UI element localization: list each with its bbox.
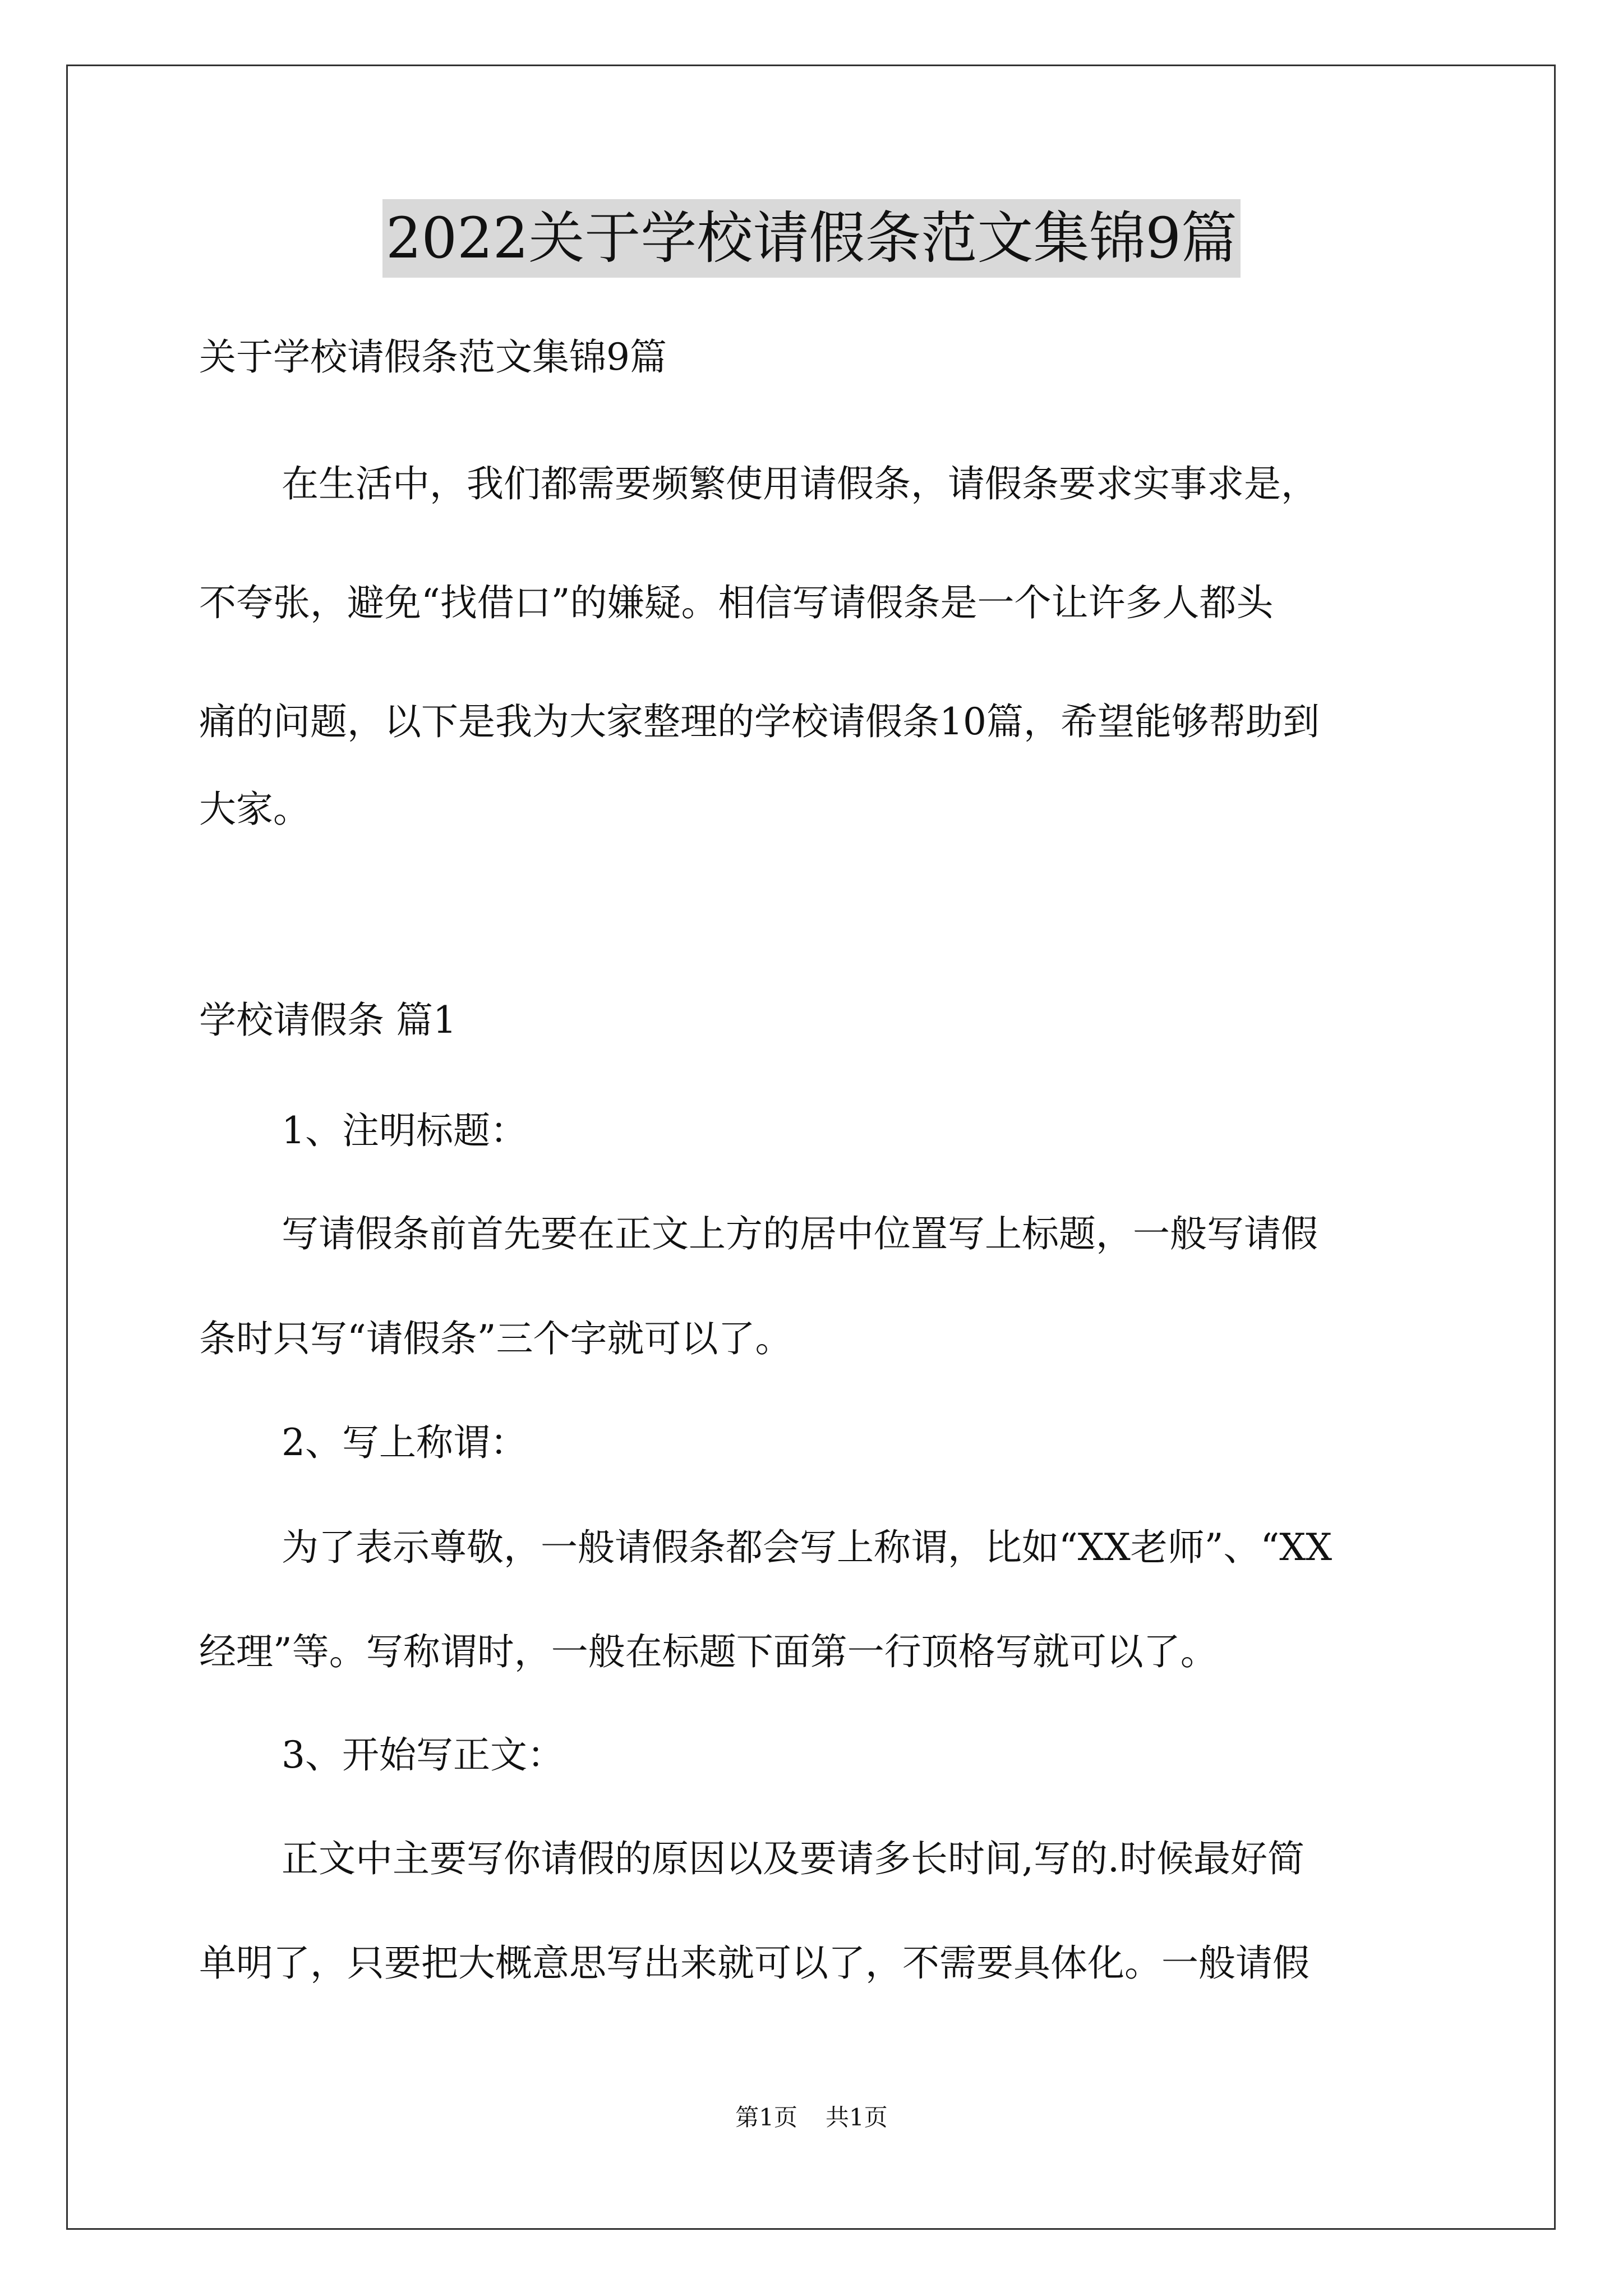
paragraph-line: 经理”等。写称谓时，一般在标题下面第一行顶格写就可以了。: [199, 1630, 1218, 1673]
step-heading: 3、开始写正文：: [282, 1733, 564, 1777]
paragraph-line: 为了表示尊敬，一般请假条都会写上称谓，比如“XX老师”、“XX: [282, 1526, 1332, 1569]
title-container: [0, 199, 1623, 278]
paragraph-line: 单明了，只要把大概意思写出来就可以了，不需要具体化。一般请假: [199, 1941, 1310, 1985]
page-total: 共1页: [826, 2104, 888, 2131]
paragraph-line: 在生活中，我们都需要频繁使用请假条，请假条要求实事求是，: [282, 462, 1318, 505]
section-heading: 学校请假条 篇1: [199, 999, 457, 1042]
paragraph-line: 痛的问题，以下是我为大家整理的学校请假条10篇，希望能够帮助到: [199, 700, 1320, 743]
page-footer: [0, 2101, 1623, 2134]
document-title: 2022关于学校请假条范文集锦9篇: [382, 199, 1241, 278]
paragraph-line: 条时只写“请假条”三个字就可以了。: [199, 1317, 792, 1360]
step-heading: 1、注明标题：: [282, 1109, 527, 1152]
page-number: 第1页: [735, 2104, 797, 2131]
paragraph-line: 不夸张，避免“找借口”的嫌疑。相信写请假条是一个让许多人都头: [199, 581, 1274, 624]
step-heading: 2、写上称谓：: [282, 1421, 527, 1464]
paragraph-line: 写请假条前首先要在正文上方的居中位置写上标题，一般写请假: [282, 1212, 1318, 1255]
paragraph-line: 大家。: [199, 788, 310, 831]
subtitle-line: 关于学校请假条范文集锦9篇: [199, 335, 667, 379]
paragraph-line: 正文中主要写你请假的原因以及要请多长时间,写的.时候最好简: [282, 1837, 1304, 1880]
